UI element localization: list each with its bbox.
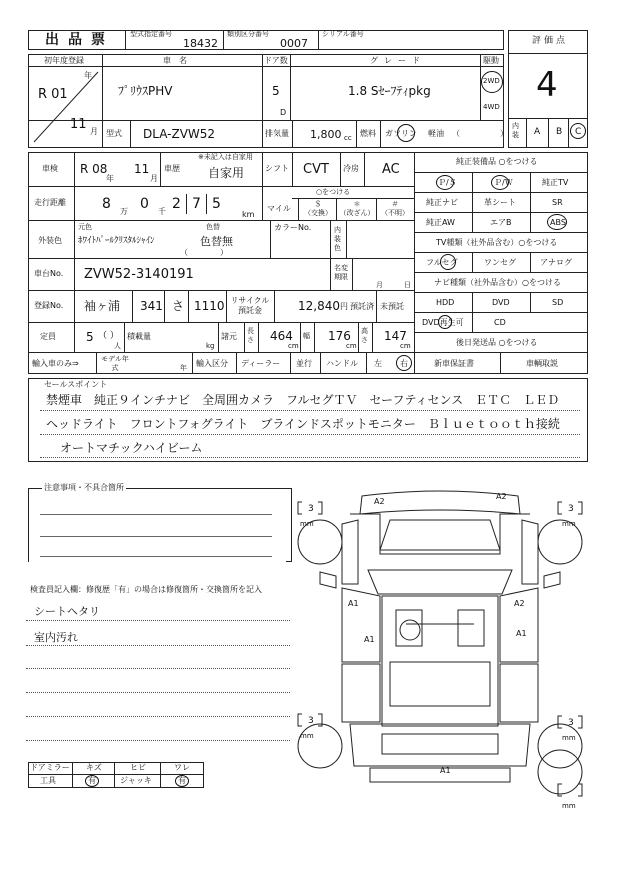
model-cert-label: 型式指定番号 xyxy=(130,30,172,38)
fuel-light-oil: 軽油 xyxy=(428,129,444,138)
reg-kana: さ xyxy=(172,299,185,313)
mileage-label: 走行距離 xyxy=(34,198,66,207)
length-value: 464 xyxy=(270,329,293,343)
serial-label: シリアル番号 xyxy=(322,30,364,38)
caution-bracket xyxy=(28,488,288,562)
legend-door-mirror: ドアミラー xyxy=(30,763,70,772)
mileage-digit-1: 8 xyxy=(102,196,111,212)
mileage-digit-5: 5 xyxy=(212,196,221,212)
mm-fr: mm xyxy=(562,520,576,528)
genuine-title: 純正装備品 ○をつける xyxy=(456,157,538,166)
sen-label: 千 xyxy=(158,207,166,216)
width-value: 176 xyxy=(328,329,351,343)
tv-fullseg-circle xyxy=(440,254,456,270)
post-warranty: 新車保証書 xyxy=(434,359,474,368)
mark-left-door-a1: A1 xyxy=(348,599,359,608)
interior-color-label: 内装色 xyxy=(334,226,341,252)
drive-2wd: 2WD xyxy=(483,77,500,85)
legend-tools-yes: 有 xyxy=(88,776,96,785)
equip-sr: SR xyxy=(552,198,563,207)
caution-label: 注意事項・不具合箇所 xyxy=(44,483,124,492)
mm-fl: mm xyxy=(300,520,314,528)
mark-front-left-a2: A2 xyxy=(374,497,385,506)
doors-type: D xyxy=(280,108,287,117)
model-year-unit: 年 xyxy=(180,364,187,372)
meter-mile: マイル xyxy=(267,204,291,213)
capacity-label: 定員 xyxy=(40,332,56,341)
import-parallel: 並行 xyxy=(296,359,312,368)
grade-value: 1.8 Sｾｰﾌﾃｨpkg xyxy=(348,84,431,98)
first-reg-era: R 01 xyxy=(38,87,68,102)
reg-number: 1110 xyxy=(194,299,225,313)
model-type-label: 型式 xyxy=(106,129,122,138)
sales-line-2: ヘッドライト フロントフォグライト ブラインドスポットモニター Ｂｌｕｅｔｏｏｔｈ接続 xyxy=(46,417,560,431)
navi-sd: SD xyxy=(552,298,564,307)
inspection-label: 車検 xyxy=(42,164,58,173)
height-label: 高さ xyxy=(361,327,368,344)
load-label: 積載量 xyxy=(127,332,151,341)
inspector-label: 検査員記入欄：修復歴「有」の場合は修復箇所・交換箇所を記入 xyxy=(30,585,262,594)
mark-rear-bumper-a1: A1 xyxy=(440,766,451,775)
grade-label: グレード xyxy=(370,56,426,65)
legend-jack-yes: 有 xyxy=(178,776,186,785)
tire-depth-rr: 3 xyxy=(568,718,574,728)
model-type: DLA-ZVW52 xyxy=(143,127,216,141)
mm-rl: mm xyxy=(300,732,314,740)
dims-label: 諸元 xyxy=(221,332,237,341)
mark-left-rear-a1: A1 xyxy=(364,635,375,644)
ac-label: 冷房 xyxy=(343,164,359,173)
tire-depth-fr: 3 xyxy=(568,504,574,514)
capacity-paren: （ ） xyxy=(98,331,119,341)
equip-airbag: エアB xyxy=(490,218,512,227)
recycle-label: リサイクル預託金 xyxy=(230,296,270,315)
car-damage-diagram xyxy=(290,484,590,814)
model-cert-no: 18432 xyxy=(183,37,218,50)
legend-break: ワレ xyxy=(174,763,190,772)
person-unit: 人 xyxy=(114,342,121,350)
capacity-value: 5 xyxy=(86,330,94,344)
form-title: 出品票 xyxy=(45,32,114,48)
inspection-month: 11 xyxy=(134,162,150,176)
equip-abs: ABS xyxy=(550,218,566,227)
model-year-label: モデル年式 xyxy=(101,355,129,372)
legend-tools-circle xyxy=(85,775,99,787)
navi-dvd: DVD xyxy=(492,298,510,307)
fuel-gasoline: ガソリン xyxy=(385,129,417,138)
equip-abs-circle xyxy=(547,214,567,230)
legend-jack: ジャッキ xyxy=(120,776,152,785)
displacement-value: 1,800 xyxy=(310,128,342,141)
fuel-paren: （ ） xyxy=(452,129,508,138)
equip-tv: 純正TV xyxy=(542,178,569,187)
reg-area: 袖ヶ浦 xyxy=(84,299,121,313)
tv-type-title: TV種類（社外品含む）○をつける xyxy=(436,238,558,247)
color-change-value: 色替無 xyxy=(200,235,233,248)
equip-pw-circle xyxy=(491,175,509,190)
drive-label: 駆動 xyxy=(483,56,499,65)
history-note: ※未記入は自家用 xyxy=(198,153,253,161)
navi-hdd: HDD xyxy=(436,298,455,307)
reg-class: 341 xyxy=(140,299,163,313)
year-label: 年 xyxy=(84,71,92,80)
title-deadline-label: 名変期限 xyxy=(334,264,348,281)
drive-selected-circle xyxy=(481,71,503,93)
tv-oneseg: ワンセグ xyxy=(484,258,516,267)
car-name: ﾌﾟﾘｳｽPHV xyxy=(118,84,173,98)
category-label: 類別区分番号 xyxy=(227,30,269,38)
fuel-label: 燃料 xyxy=(360,129,376,138)
navi-dvd-play-circle xyxy=(438,315,452,329)
history-label: 車歴 xyxy=(164,164,180,173)
load-kg-unit: kg xyxy=(206,342,215,350)
first-reg-label: 初年度登録 xyxy=(44,56,84,65)
interior-grade-b: B xyxy=(556,127,563,137)
import-label: 輸入車のみ⇒ xyxy=(32,359,79,368)
mileage-digit-2: 0 xyxy=(140,196,149,212)
car-name-label: 車 名 xyxy=(163,56,187,65)
ac-value: AC xyxy=(382,162,400,177)
equip-aw: 純正AW xyxy=(426,218,455,227)
equip-ps: Ｐ/Ｓ xyxy=(438,178,457,187)
meter-modified: ＊ （改ざん） xyxy=(339,200,375,217)
equip-leather: 革シート xyxy=(484,198,516,207)
sales-label: セールスポイント xyxy=(44,380,108,389)
chassis-label: 車台No. xyxy=(34,269,64,278)
interior-grade-c: C xyxy=(575,127,582,137)
recycle-amount: 12,840 xyxy=(298,299,340,313)
inspector-line-2: 室内汚れ xyxy=(34,631,78,644)
legend-jack-circle xyxy=(175,775,189,787)
legend-scratch: キズ xyxy=(86,763,102,772)
displacement-label: 排気量 xyxy=(265,129,289,138)
handle-left: 左 xyxy=(374,359,382,368)
import-dealer: ディーラー xyxy=(241,359,281,368)
reg-no-label: 登録No. xyxy=(34,301,64,310)
month-label: 月 xyxy=(90,127,98,136)
mark-right-rear-a1: A1 xyxy=(516,629,527,638)
handle-right: 右 xyxy=(400,359,408,368)
man-label: 万 xyxy=(120,207,128,216)
drive-4wd: 4WD xyxy=(483,103,500,111)
colorno-label: カラーNo. xyxy=(274,223,312,232)
orig-color-label: 元色 xyxy=(78,223,92,231)
post-title: 後日発送品 ○をつける xyxy=(456,338,538,347)
meter-exchange: ＄ （交換） xyxy=(304,200,332,217)
mark-right-door-a2: A2 xyxy=(514,599,525,608)
navi-dvd-play: DVD再生可 xyxy=(422,318,464,327)
doors-value: 5 xyxy=(272,84,280,98)
post-manual: 車輌取説 xyxy=(526,359,558,368)
km-label: km xyxy=(242,210,255,219)
sales-line-1: 禁煙車 純正９インチナビ 全周囲カメラ フルセグＴＶ セーフティセンス ＥＴＣ ＬＥＤ xyxy=(46,393,560,407)
tire-depth-rl: 3 xyxy=(308,716,314,726)
score-value: 4 xyxy=(536,65,558,105)
recycle-unpaid: 未預託 xyxy=(380,302,404,311)
shift-value: CVT xyxy=(303,162,329,177)
chassis-value: ZVW52-3140191 xyxy=(84,267,194,282)
length-cm: cm xyxy=(288,342,299,350)
meter-note: ○をつける xyxy=(316,188,351,196)
interior-selected-circle xyxy=(570,123,586,139)
equip-ps-circle xyxy=(436,175,454,190)
equip-navi: 純正ナビ xyxy=(426,198,458,207)
recycle-unit: 円 xyxy=(340,302,348,311)
recycle-paid: 預託済 xyxy=(350,302,374,311)
len-label: 長さ xyxy=(247,327,254,344)
category-no: 0007 xyxy=(280,37,308,50)
navi-type-title: ナビ種類（社外品含む）○をつける xyxy=(434,278,561,287)
width-cm: cm xyxy=(346,342,357,350)
legend-tools: 工具 xyxy=(40,776,56,785)
sales-line-3: オートマチックハイビーム xyxy=(60,441,203,455)
doors-label: ドア数 xyxy=(264,56,288,65)
mileage-digit-4: 7 xyxy=(192,196,201,212)
first-reg-month: 11 xyxy=(70,117,87,132)
tire-depth-fl: 3 xyxy=(308,504,314,514)
color-no-label: 色替 xyxy=(206,223,220,231)
title-deadline-day: 日 xyxy=(404,281,411,289)
color-no-paren: （ ） xyxy=(180,248,228,257)
history-value: 自家用 xyxy=(208,166,245,180)
equip-pw: Ｐ/Ｗ xyxy=(494,178,513,187)
orig-color-value: ﾎﾜｲﾄﾊﾟｰﾙｸﾘｽﾀﾙｼｬｲﾝ xyxy=(78,236,155,246)
inspection-date: R 08 xyxy=(80,162,108,176)
import-type-label: 輸入区分 xyxy=(196,359,228,368)
handle-label: ハンドル xyxy=(326,359,358,368)
tv-fullseg: フルセグ xyxy=(426,258,458,267)
shift-label: シフト xyxy=(265,164,289,173)
color-label: 外装色 xyxy=(38,236,62,245)
mm-rr: mm xyxy=(562,734,576,742)
inspection-month-label: 月 xyxy=(150,174,158,183)
score-label: 評価点 xyxy=(532,36,569,46)
interior-grade-a: A xyxy=(534,127,541,137)
height-cm: cm xyxy=(400,342,411,350)
title-deadline-month: 月 xyxy=(376,281,383,289)
meter-unknown: ＃ （不明） xyxy=(381,200,409,217)
tv-analog: アナログ xyxy=(540,258,572,267)
fuel-selected-circle xyxy=(397,124,415,142)
inspector-line-1: シートヘタリ xyxy=(34,605,100,618)
mark-front-right-a2: A2 xyxy=(496,492,507,501)
inspection-year-label: 年 xyxy=(106,174,114,183)
mm-spare: mm xyxy=(562,802,576,810)
legend-crack: ヒビ xyxy=(130,763,146,772)
interior-label: 内装 xyxy=(512,122,519,139)
mileage-digit-3: 2 xyxy=(172,196,181,212)
width-label: 幅 xyxy=(303,332,310,340)
navi-cd: CD xyxy=(494,318,506,327)
handle-selected-circle xyxy=(396,355,412,371)
displacement-unit: cc xyxy=(344,134,352,142)
height-value: 147 xyxy=(384,329,407,343)
